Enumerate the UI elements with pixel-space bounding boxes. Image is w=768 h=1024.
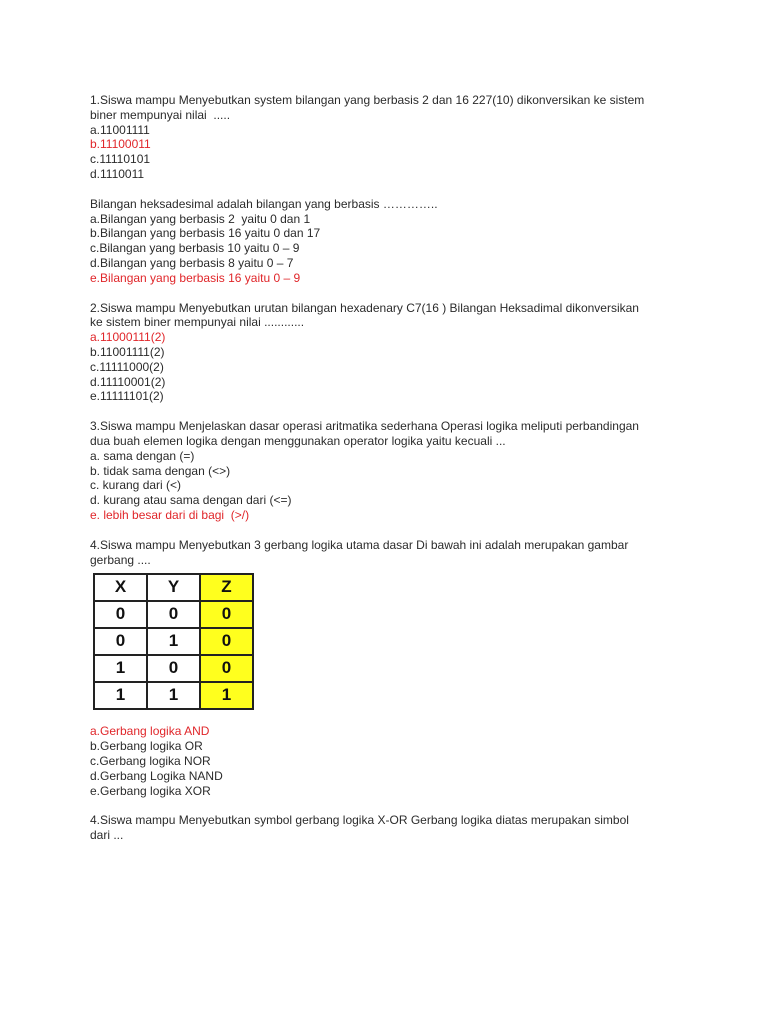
answer-option: b.Gerbang logika OR (90, 739, 203, 754)
truth-table-cell: 1 (94, 682, 147, 709)
answer-option: a. sama dengan (=) (90, 448, 195, 463)
question-text: dari ... (90, 828, 124, 843)
truth-table-row (94, 682, 253, 709)
answer-option: d.1110011 (90, 166, 145, 181)
question-text: ke sistem biner mempunyai nilai ............ (90, 315, 305, 330)
question-3 (90, 419, 690, 523)
answer-option: b.11001111(2) (90, 344, 165, 359)
truth-table-header-row (94, 574, 253, 601)
truth-table-cell: 0 (147, 655, 200, 682)
question-text: 1.Siswa mampu Menyebutkan system bilangan yang berbasis 2 dan 16 227(10) dikonversikan ke sistem (90, 93, 645, 107)
answer-option: a.11001111 (90, 122, 150, 137)
truth-table-header: Z (200, 574, 253, 601)
question-text: 3.Siswa mampu Menjelaskan dasar operasi aritmatika sederhana Operasi logika meliputi perbandingan (90, 419, 639, 434)
answer-option-correct: e. lebih besar dari di bagi (>/) (90, 507, 250, 522)
answer-option: c.Bilangan yang berbasis 10 yaitu 0 – 9 (90, 241, 300, 256)
truth-table-cell: 0 (94, 601, 147, 628)
question-text: dua buah elemen logika dengan menggunakan operator logika yaitu kecuali ... (90, 433, 506, 448)
truth-table-cell: 1 (200, 682, 253, 709)
answer-option: a.Bilangan yang berbasis 2 yaitu 0 dan 1 (90, 211, 311, 226)
question-text: biner mempunyai nilai ..... (90, 107, 231, 122)
question-4 (90, 538, 690, 799)
answer-option: d.11110001(2) (90, 374, 166, 389)
answer-option-correct: a.11000111(2) (90, 330, 166, 345)
question-text: 4.Siswa mampu Menyebutkan symbol gerbang logika X-OR Gerbang logika diatas merupakan simbol (90, 813, 629, 828)
answer-option: d.Bilangan yang berbasis 8 yaitu 0 – 7 (90, 255, 294, 270)
truth-table-cell: 0 (200, 601, 253, 628)
truth-table-row (94, 601, 253, 628)
answer-option-correct: a.Gerbang logika AND (90, 724, 210, 739)
truth-table (93, 573, 254, 710)
question-text: gerbang .... (90, 552, 151, 567)
question-hexadecimal (90, 197, 690, 286)
question-text: 2.Siswa mampu Menyebutkan urutan bilangan hexadenary C7(16 ) Bilangan Heksadimal dikonversikan (90, 300, 639, 315)
question-5 (90, 813, 690, 843)
truth-table-header: X (94, 574, 147, 601)
answer-option-correct: b.11100011 (90, 137, 151, 152)
answer-option: d. kurang atau sama dengan dari (<=) (90, 493, 292, 508)
truth-table-cell: 1 (94, 655, 147, 682)
truth-table-cell: 0 (147, 601, 200, 628)
question-text: 4.Siswa mampu Menyebutkan 3 gerbang logika utama dasar Di bawah ini adalah merupakan gambar (90, 537, 629, 552)
question-1 (90, 93, 690, 182)
truth-table-cell: 0 (94, 628, 147, 655)
answer-option: e.Gerbang logika XOR (90, 783, 211, 798)
truth-table-cell: 0 (200, 628, 253, 655)
truth-table-header: Y (147, 574, 200, 601)
answer-option: d.Gerbang Logika NAND (90, 768, 223, 783)
answer-option: b. tidak sama dengan (<>) (90, 463, 231, 478)
truth-table-cell: 1 (147, 628, 200, 655)
answer-option: c. kurang dari (<) (90, 478, 182, 493)
answer-option: c.11110101 (90, 152, 151, 167)
question-2 (90, 301, 690, 405)
truth-table-cell: 0 (200, 655, 253, 682)
answer-option-correct: e.Bilangan yang berbasis 16 yaitu 0 – 9 (90, 270, 301, 285)
answer-option: c.11111000(2) (90, 359, 164, 374)
quiz-content (90, 93, 690, 843)
question-text: Bilangan heksadesimal adalah bilangan yang berbasis ………….. (90, 196, 438, 211)
truth-table-row (94, 655, 253, 682)
answer-option: e.11111101(2) (90, 389, 164, 404)
answer-option: c.Gerbang logika NOR (90, 753, 211, 768)
truth-table-row (94, 628, 253, 655)
answer-option: b.Bilangan yang berbasis 16 yaitu 0 dan 17 (90, 226, 321, 241)
truth-table-cell: 1 (147, 682, 200, 709)
